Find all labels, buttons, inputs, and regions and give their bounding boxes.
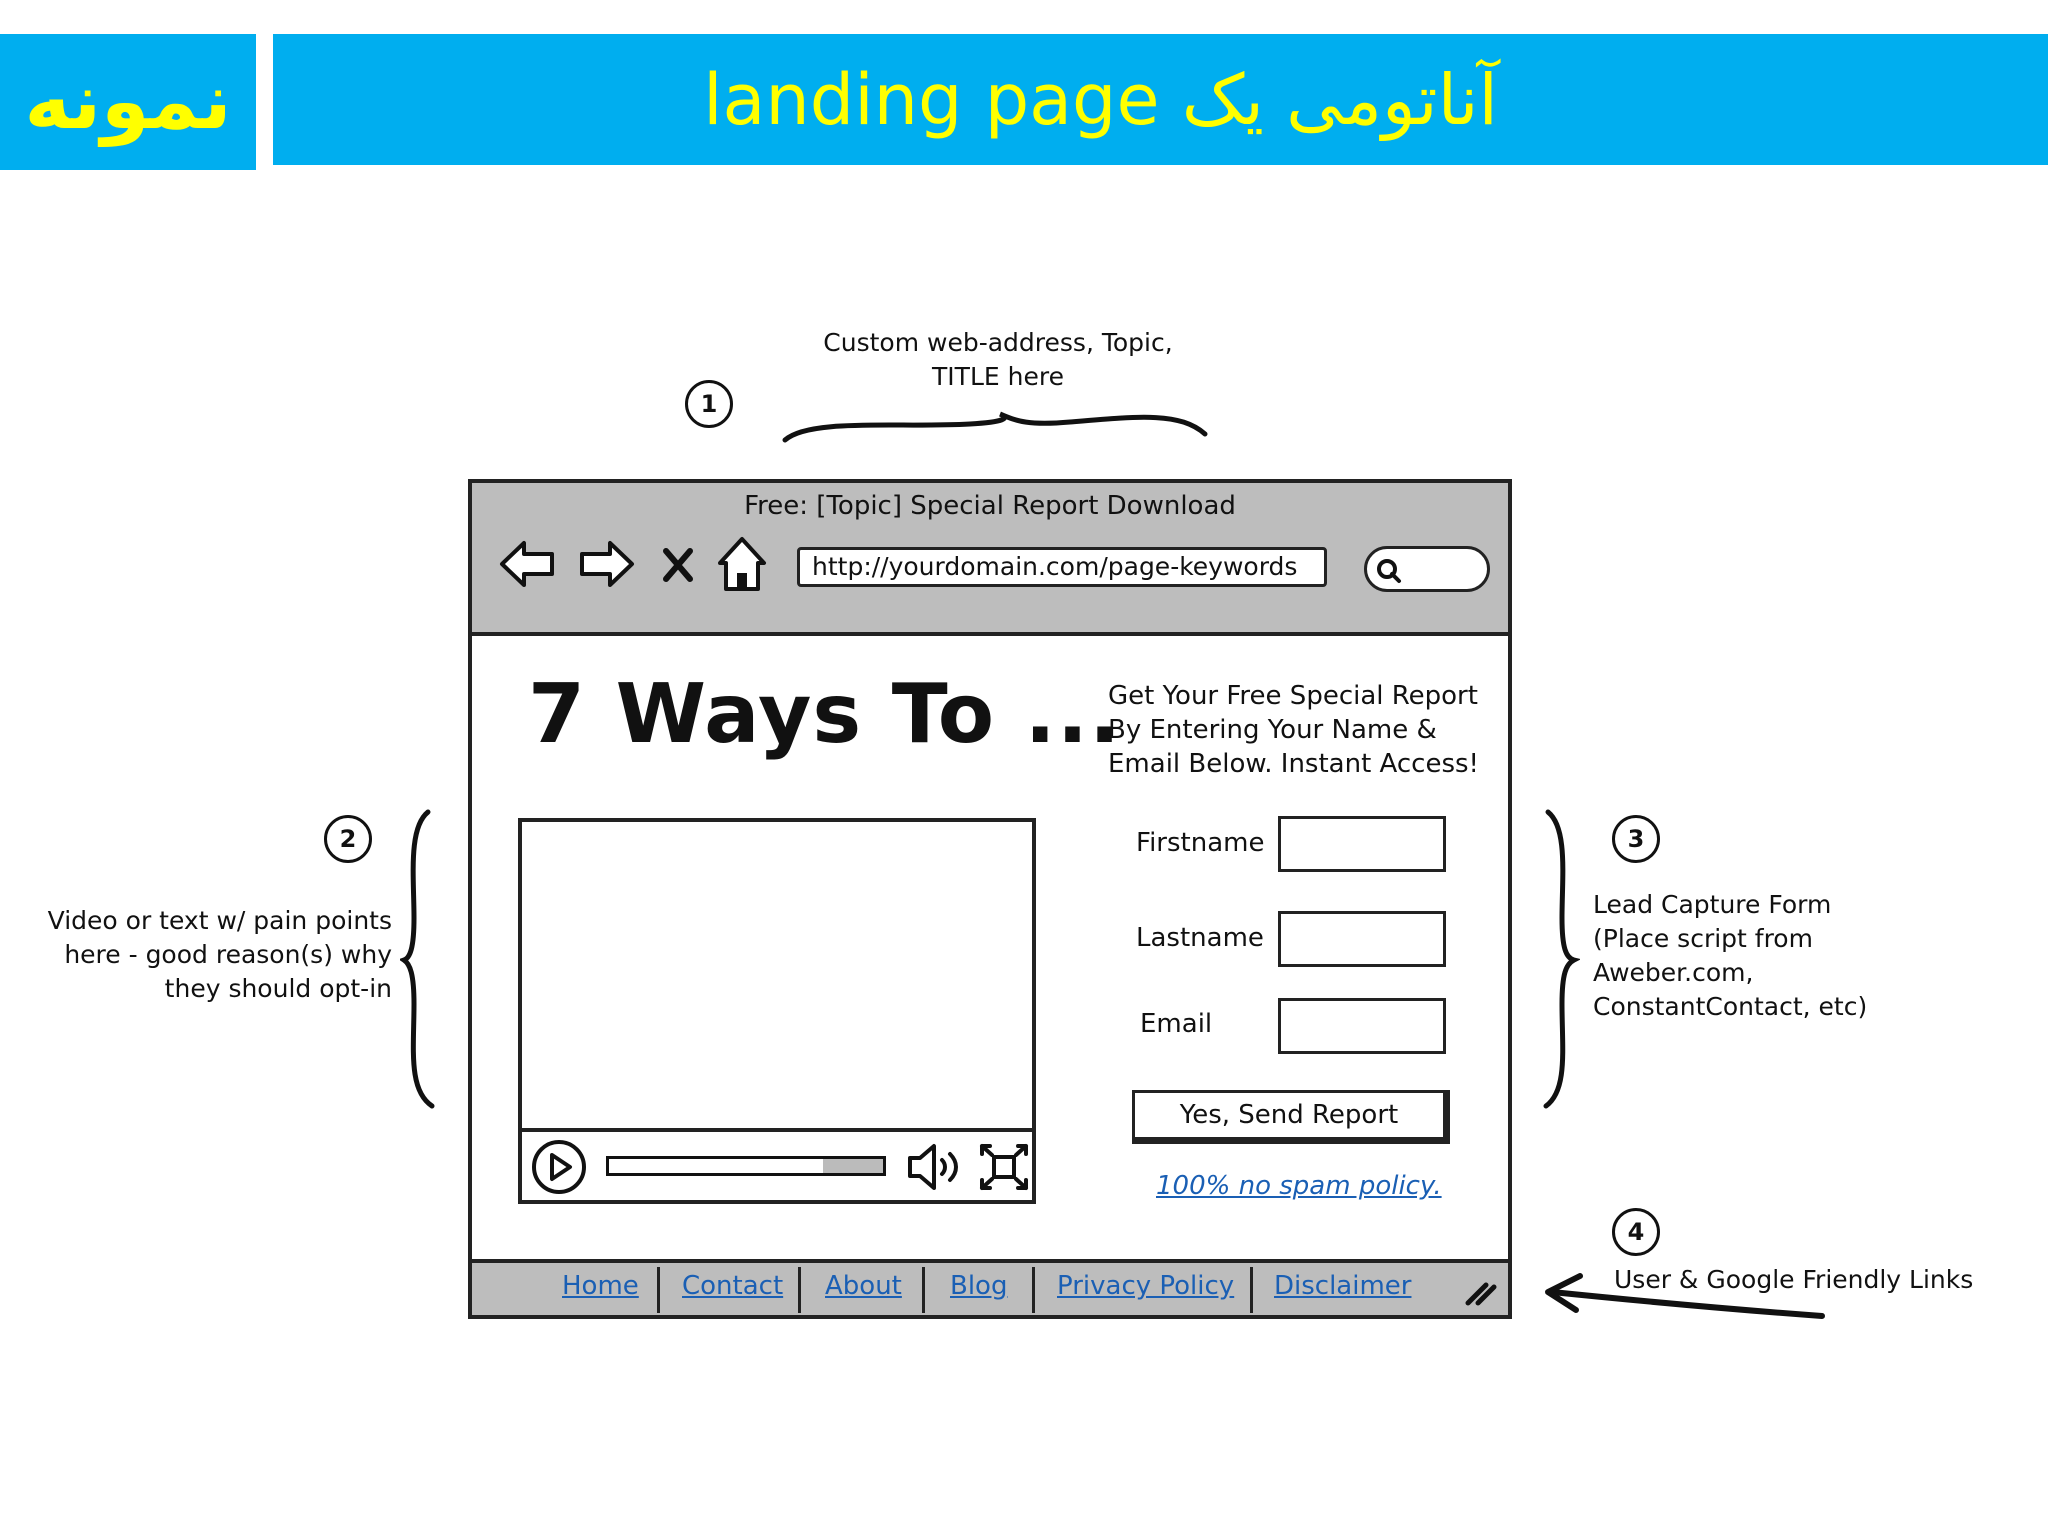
annotation-top: [823, 326, 1173, 394]
browser-window: [468, 479, 1512, 1319]
browser-search-field[interactable]: [1364, 546, 1490, 592]
annotation-left-line3: they should opt-in: [164, 974, 392, 1003]
arrow-left-icon: [1540, 1270, 1830, 1330]
marker-4: 4: [1612, 1208, 1660, 1256]
browser-chrome: [472, 483, 1508, 636]
annotation-right: [1593, 888, 1923, 1024]
marker-2: 2: [324, 815, 372, 863]
marker-3: 3: [1612, 815, 1660, 863]
firstname-field[interactable]: [1278, 816, 1446, 872]
footer-divider: [1250, 1267, 1253, 1313]
sample-badge-text: نمونه: [24, 57, 232, 147]
annotation-left: [30, 904, 392, 1006]
footer-link-blog[interactable]: Blog: [950, 1271, 1008, 1301]
video-progress-bar[interactable]: [606, 1156, 886, 1176]
footer-link-home[interactable]: Home: [562, 1271, 639, 1301]
video-controls: [522, 1128, 1032, 1200]
resize-grip-icon[interactable]: [1462, 1277, 1498, 1307]
top-brace-icon: [780, 400, 1210, 450]
send-report-button[interactable]: Yes, Send Report: [1132, 1090, 1450, 1144]
footer-divider: [657, 1267, 660, 1313]
lastname-label: Lastname: [1136, 923, 1264, 953]
page-footer: [472, 1259, 1508, 1315]
fullscreen-icon[interactable]: [978, 1142, 1030, 1192]
video-progress-remaining: [609, 1159, 823, 1173]
footer-divider: [798, 1267, 801, 1313]
annotation-top-line2: TITLE here: [932, 362, 1064, 391]
annotation-right-line3: Aweber.com,: [1593, 958, 1754, 987]
firstname-label: Firstname: [1136, 828, 1265, 858]
title-banner: [273, 34, 2048, 165]
stop-icon[interactable]: [658, 535, 698, 593]
address-bar[interactable]: http://yourdomain.com/page-keywords: [797, 547, 1327, 587]
footer-link-contact[interactable]: Contact: [682, 1271, 784, 1301]
video-player[interactable]: [518, 818, 1036, 1204]
annotation-left-line2: here - good reason(s) why: [64, 940, 392, 969]
promo-text: [1108, 679, 1508, 781]
footer-divider: [922, 1267, 925, 1313]
back-arrow-icon[interactable]: [498, 535, 558, 593]
annotation-links: User & Google Friendly Links: [1614, 1265, 1974, 1294]
annotation-left-line1: Video or text w/ pain points: [47, 906, 392, 935]
spam-policy-link[interactable]: 100% no spam policy.: [1156, 1171, 1442, 1201]
email-label: Email: [1140, 1009, 1213, 1039]
footer-link-privacy-policy[interactable]: Privacy Policy: [1057, 1271, 1235, 1301]
promo-line3: Email Below. Instant Access!: [1108, 749, 1479, 779]
forward-arrow-icon[interactable]: [576, 535, 636, 593]
annotation-right-line1: Lead Capture Form: [1593, 890, 1832, 919]
promo-line1: Get Your Free Special Report: [1108, 681, 1478, 711]
promo-line2: By Entering Your Name &: [1108, 715, 1437, 745]
email-field[interactable]: [1278, 998, 1446, 1054]
window-title: Free: [Topic] Special Report Download: [744, 491, 1236, 521]
footer-link-about[interactable]: About: [825, 1271, 902, 1301]
annotation-right-line2: (Place script from: [1593, 924, 1813, 953]
volume-icon[interactable]: [904, 1140, 966, 1194]
footer-divider: [1032, 1267, 1035, 1313]
annotation-top-line1: Custom web-address, Topic,: [823, 328, 1173, 357]
sample-badge: [0, 34, 256, 170]
search-icon: [1375, 557, 1403, 585]
right-brace-icon: [1540, 808, 1580, 1110]
play-icon[interactable]: [530, 1138, 588, 1196]
annotation-right-line4: ConstantContact, etc): [1593, 992, 1868, 1021]
marker-1: 1: [685, 380, 733, 428]
lastname-field[interactable]: [1278, 911, 1446, 967]
footer-link-disclaimer[interactable]: Disclaimer: [1274, 1271, 1412, 1301]
slide-title: آناتومی یک landing page: [703, 58, 1498, 141]
home-icon[interactable]: [716, 535, 768, 593]
left-brace-icon: [400, 808, 440, 1110]
page-headline: 7 Ways To ...: [528, 667, 1122, 762]
